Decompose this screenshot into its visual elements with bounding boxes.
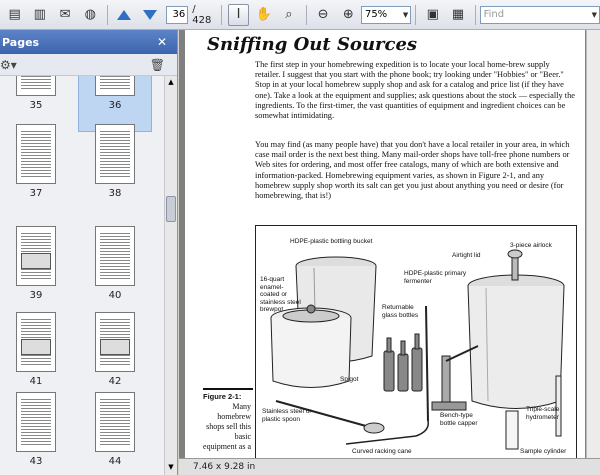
- next-page-icon[interactable]: [139, 4, 160, 26]
- body-paragraph: The first step in your homebrewing expedition is to locate your local home-brew supply retailer. I suggest that you start with the phone book; try looking under "Hobbies" or "Beer." Stop in at your local homebrew supply shop and ask for a catalog and price list (if they have one). Take a look at the equipment and supplies; ask questions about the stock — especially the ingredients. To the first-timer, the vast quantities of equipment and ingredient choices can be somewhat intimidating.: [255, 60, 575, 121]
- scroll-up-icon[interactable]: ▲: [168, 78, 174, 86]
- thumbnail-label: 43: [29, 456, 43, 467]
- page-thumbnail-selected[interactable]: [95, 76, 135, 96]
- zoom-out-icon[interactable]: ⊖: [317, 7, 329, 22]
- document-page: [185, 30, 585, 460]
- page-thumbnail[interactable]: [16, 226, 56, 286]
- thumbnail-label: 40: [108, 290, 122, 301]
- label-fermenter: HDPE-plastic primary fermenter: [404, 270, 467, 285]
- toolbar-separator: [306, 5, 307, 25]
- panel-toolbar: [0, 54, 177, 76]
- previous-page-icon[interactable]: [114, 4, 135, 26]
- body-paragraph: You may find (as many people have) that you don't have a local retailer in your area, in which case mail order is the next best thing. Many mail-order shops have toll-free phone numbers or Web sites for ordering, and most offer free catalogs, many of which are both extensive and information-packed. Homebrewing equipment varies, as shown in Figure 2-1, and any homebrew supply shop worth its salt can get you just about anything you need or desire (for homebrewing, that is!): [255, 140, 570, 201]
- document-viewport[interactable]: [179, 30, 600, 475]
- gear-icon[interactable]: ⚙▾: [0, 57, 17, 72]
- equipment-figure: [255, 225, 577, 460]
- label-sample-cylinder: Sample cylinder: [520, 448, 567, 455]
- thumbnail-label: 38: [108, 188, 122, 199]
- zoom-value: 75%: [364, 9, 388, 20]
- find-placeholder: Find: [483, 9, 505, 20]
- page-thumbnail[interactable]: [16, 76, 56, 96]
- pages-panel: [0, 30, 178, 475]
- trash-icon[interactable]: 🗑: [149, 57, 165, 72]
- thumbnail-label: 42: [108, 376, 122, 387]
- toolbar-separator: [475, 5, 476, 25]
- label-racking-cane: Curved racking cane: [352, 448, 412, 455]
- caption-rule: [203, 388, 253, 390]
- thumbnail-label: 36: [108, 100, 122, 111]
- toolbar: [0, 0, 600, 30]
- fit-page-icon[interactable]: ▣: [426, 7, 439, 22]
- figure-caption-title: Figure 2-1:: [203, 392, 242, 401]
- label-airtight-lid: Airtight lid: [452, 252, 481, 259]
- thumbnail-label: 39: [29, 290, 43, 301]
- globe-icon[interactable]: ◍: [84, 7, 96, 22]
- label-capper: Bench-type bottle capper: [440, 412, 478, 427]
- zoom-select[interactable]: [361, 6, 411, 24]
- document-scrollbar[interactable]: [586, 30, 600, 458]
- email-icon[interactable]: ✉: [59, 7, 71, 22]
- find-input[interactable]: [480, 6, 600, 24]
- page-number-input[interactable]: [166, 6, 188, 24]
- label-hydrometer: Triple-scale hydrometer: [526, 406, 560, 421]
- thumbnail-list: [0, 76, 164, 475]
- thumbnail-scrollbar[interactable]: [164, 76, 177, 475]
- close-icon[interactable]: ✕: [156, 35, 168, 49]
- page-thumbnail[interactable]: [95, 312, 135, 372]
- thumbnail-label: 37: [29, 188, 43, 199]
- panel-title: Pages: [2, 35, 40, 49]
- page-thumbnail[interactable]: [16, 392, 56, 452]
- zoom-in-icon[interactable]: ⊕: [342, 7, 354, 22]
- hand-tool-icon[interactable]: ✋: [255, 7, 272, 22]
- toolbar-separator: [221, 5, 222, 25]
- print-icon[interactable]: ▤: [8, 7, 21, 22]
- chevron-down-icon[interactable]: ▼: [591, 10, 597, 19]
- chevron-down-icon: ▼: [402, 10, 409, 19]
- page-thumbnail[interactable]: [16, 124, 56, 184]
- fit-width-icon[interactable]: ▦: [451, 7, 465, 22]
- thumbnail-label: 35: [29, 100, 43, 111]
- section-heading: Sniffing Out Sources: [207, 34, 418, 55]
- marquee-zoom-icon[interactable]: ⌕: [285, 7, 293, 22]
- page-size-readout: 7.46 x 9.28 in: [193, 462, 256, 472]
- label-spoon: Stainless steel or plastic spoon: [262, 408, 312, 423]
- page-thumbnail[interactable]: [16, 312, 56, 372]
- equipment-illustration: [256, 226, 576, 459]
- save-icon[interactable]: ▥: [33, 7, 46, 22]
- select-text-tool-icon[interactable]: I: [228, 4, 249, 26]
- page-thumbnail[interactable]: [95, 392, 135, 452]
- label-brewpot: 16-quart enamel-coated or stainless steel brewpot: [260, 276, 301, 313]
- page-thumbnail[interactable]: [95, 226, 135, 286]
- pages-panel-header: [0, 30, 177, 54]
- thumbnail-label: 41: [29, 376, 43, 387]
- page-total: / 428: [192, 3, 212, 26]
- toolbar-separator: [107, 5, 108, 25]
- page-thumbnail[interactable]: [95, 124, 135, 184]
- thumbnail-label: 44: [108, 456, 122, 467]
- label-bottling-bucket: HDPE-plastic bottling bucket: [290, 238, 373, 245]
- label-spigot: Spigot: [340, 376, 359, 383]
- label-glass-bottles: Returnable glass bottles: [382, 304, 419, 319]
- toolbar-separator: [415, 5, 416, 25]
- figure-caption-body: Many homebrew shops sell this basic equipment as a: [203, 402, 251, 451]
- label-airlock: 3-piece airlock: [510, 242, 552, 249]
- scroll-down-icon[interactable]: ▼: [168, 463, 174, 471]
- status-bar: [179, 458, 600, 475]
- scrollbar-thumb[interactable]: [166, 196, 176, 222]
